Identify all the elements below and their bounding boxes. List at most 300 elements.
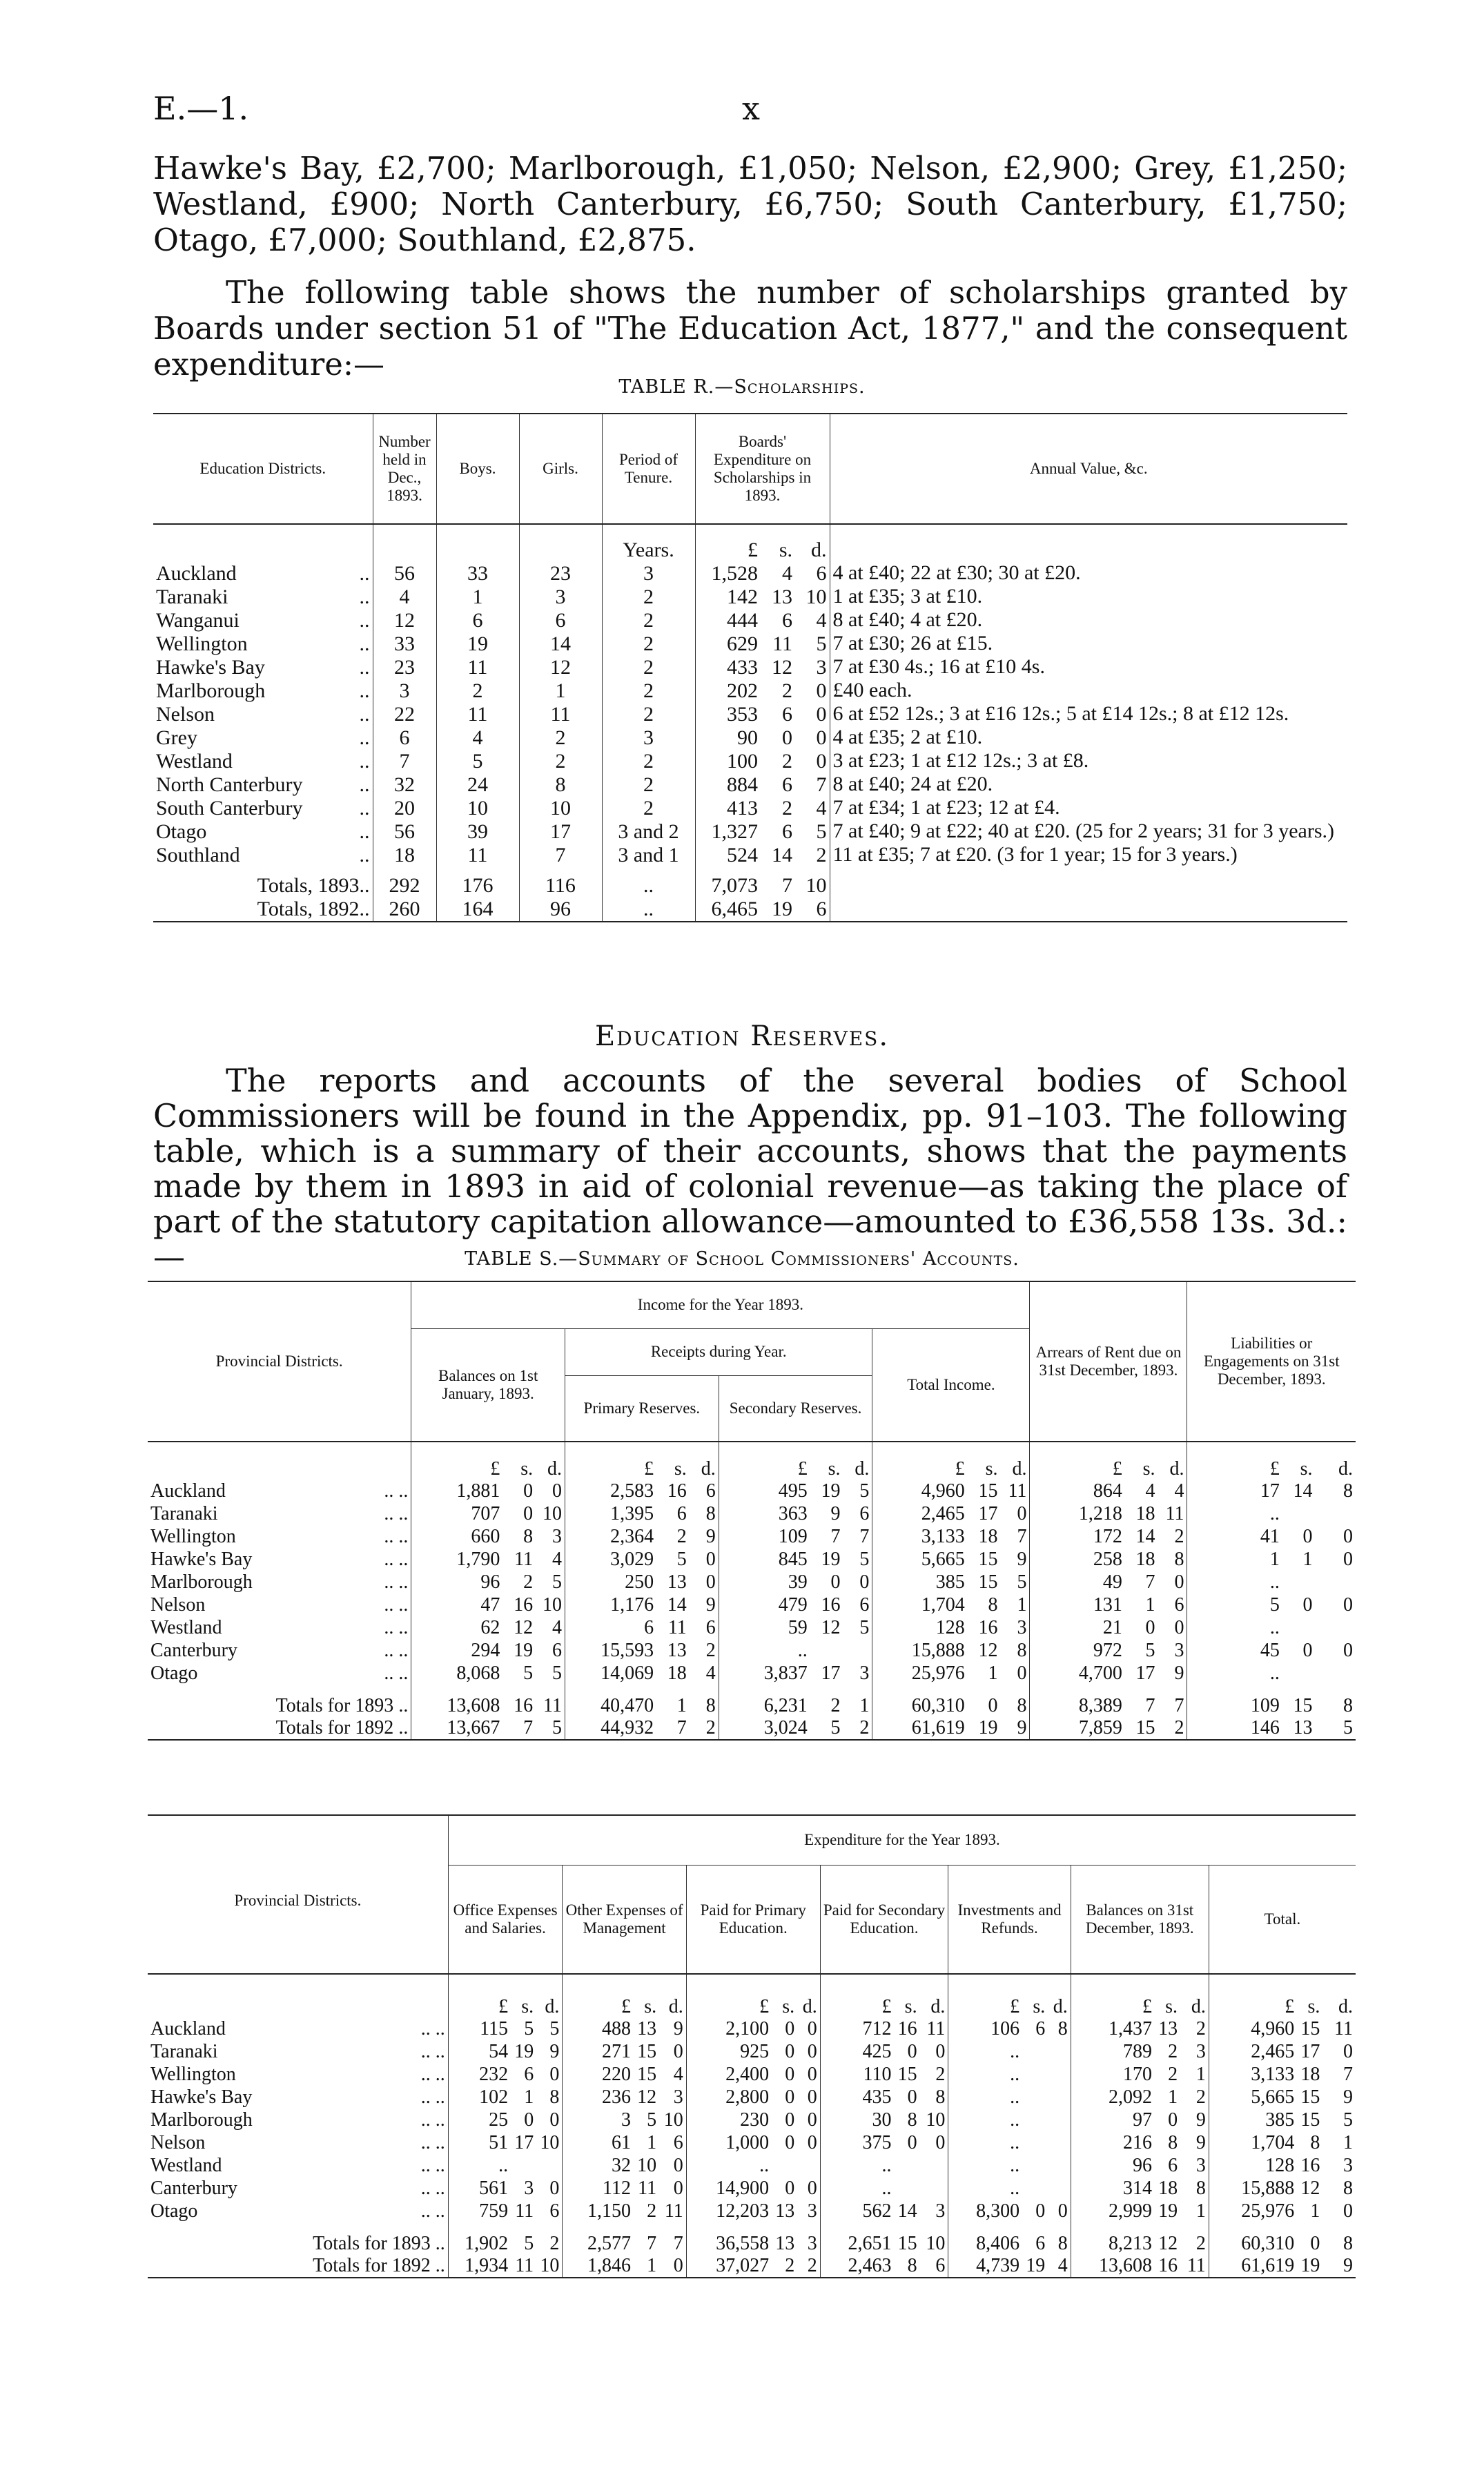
paid-primary-pounds: 37,027 [686,2255,772,2278]
col-header-expenditure: Boards' Expenditure on Scholarships in 1893. [695,414,830,524]
primary-pence: 4 [705,1663,716,1684]
balances-pence: 3 [552,1526,563,1547]
liabilities-pounds: 1 [1187,1549,1282,1571]
balances-dec-pounds: 96 [1071,2155,1155,2178]
arrears-pence: 0 [1174,1571,1184,1593]
office-pence: 0 [549,2064,560,2085]
paid-secondary-pence: 2 [935,2064,946,2085]
arrears-pounds: 864 [1030,1480,1125,1503]
balances-shillings: 0 [523,1480,534,1502]
primary-shillings: 2 [676,1526,687,1547]
secondary-pounds: 363 [719,1503,810,1526]
district-name: Canterbury [150,1640,237,1661]
secondary-pence: 5 [859,1549,870,1570]
unit-shillings: s. [985,1458,998,1480]
col-header-primary: Primary Reserves. [565,1375,719,1442]
totals-row [153,898,1347,922]
blank-cell [148,1974,448,2018]
unit-pence: d. [1053,1996,1068,2017]
shillings-cell: 11 [772,632,792,655]
total-pence: 0 [1343,2041,1353,2062]
pence-cell: 6 [816,562,827,585]
unit-pence: d. [1191,1996,1206,2017]
secondary-shillings: 19 [821,1549,841,1570]
office-shillings: 5 [524,2233,534,2254]
total-income-pounds: 128 [872,1617,968,1640]
district-cell [148,2086,448,2109]
arrears-pence: 3 [1174,1640,1184,1661]
district-cell [153,773,373,797]
other-shillings: 15 [637,2064,657,2085]
secondary-shillings: 2 [830,1695,841,1716]
other-shillings: 15 [637,2041,657,2062]
col-header-arrears: Arrears of Rent due on 31st December, 1893. [1030,1281,1187,1442]
scholarship-paragraph: The following table shows the number of scholarships granted by Boards under section 51 of "The Education Act, 1877," and the consequent expenditure:— [153,274,1347,382]
liabilities-shillings: 0 [1302,1526,1313,1547]
office-pounds: 25 [448,2109,511,2132]
unit-pence: d. [811,539,827,561]
balances-dec-shillings: 2 [1168,2064,1178,2085]
investments-pence [1048,2041,1071,2064]
table-row [148,2200,1356,2223]
district-cell [153,750,373,773]
paid-primary-pounds: .. [686,2155,772,2178]
table-row [153,632,1347,656]
table-row [148,1617,1356,1640]
pence-cell: 0 [816,726,827,749]
district-cell [148,2200,448,2223]
balances-dec-shillings: 12 [1158,2233,1178,2254]
total-income-shillings: 16 [978,1617,998,1638]
total-income-pounds: 60,310 [872,1685,968,1717]
district-cell [153,679,373,703]
liabilities-pence [1316,1571,1356,1594]
liabilities-pence [1316,1503,1356,1526]
girls-cell: 12 [519,656,602,679]
paid-primary-shillings: 13 [775,2233,795,2254]
secondary-pounds: 6,231 [719,1685,810,1717]
balances-pounds: 47 [411,1594,503,1617]
table-s-income [148,1281,1356,1741]
liabilities-pence: 5 [1343,1717,1353,1738]
arrears-pence: 9 [1174,1663,1184,1684]
arrears-pounds: 21 [1030,1617,1125,1640]
balances-pounds: 8,068 [411,1663,503,1685]
balances-dec-shillings: 6 [1168,2155,1178,2176]
paid-secondary-shillings [894,2178,919,2200]
district-cell [148,1617,411,1640]
district-name: Southland [156,844,240,866]
investments-shillings: 6 [1035,2233,1046,2254]
other-shillings: 12 [637,2086,657,2108]
pence-cell: 3 [816,656,827,679]
table-row [148,1549,1356,1571]
total-income-shillings: 8 [988,1594,998,1616]
period-cell: 2 [602,609,695,632]
col-header-total: Total. [1209,1865,1356,1974]
number-cell: 20 [373,797,436,820]
other-shillings: 1 [647,2132,657,2153]
table-row [148,2155,1356,2178]
col-header-district: Provincial Districts. [148,1281,411,1442]
paid-primary-shillings: 0 [785,2086,795,2108]
paid-primary-pounds: 925 [686,2041,772,2064]
shillings-cell: 2 [782,750,792,773]
total-pence: 9 [1343,2086,1353,2108]
table-row [153,585,1347,609]
liabilities-pounds: .. [1187,1503,1282,1526]
paid-secondary-pounds: 375 [820,2132,894,2155]
office-shillings: 17 [514,2132,534,2153]
investments-shillings [1022,2041,1048,2064]
office-pence: 2 [549,2233,560,2254]
totals-label: Totals for 1893 [313,2233,431,2254]
unit-shillings: s. [779,539,792,561]
col-header-balances-dec: Balances on 31st December, 1893. [1071,1865,1209,1974]
other-shillings: 10 [637,2155,657,2176]
table-s-title [0,1248,1484,1270]
total-income-pence: 7 [1017,1526,1027,1547]
other-pence: 3 [673,2086,683,2108]
district-name: Hawke's Bay [150,1549,253,1570]
annual-value-cell: 4 at £40; 22 at £30; 30 at £20. [830,562,1347,585]
unit-shillings: s. [520,1458,534,1480]
investments-shillings [1022,2064,1048,2086]
total-pounds: 60,310 [1209,2223,1297,2255]
office-pounds: .. [448,2155,511,2178]
shillings-cell: 0 [782,726,792,749]
unit-pounds: £ [411,1442,503,1480]
paid-secondary-shillings: 14 [897,2200,917,2222]
unit-shillings: s. [521,1996,534,2017]
col-header-district: Provincial Districts. [148,1815,448,1974]
balances-pence: 5 [552,1663,563,1684]
office-pence: 10 [540,2255,560,2276]
unit-shillings: s. [904,1996,917,2017]
liabilities-pounds: 5 [1187,1594,1282,1617]
girls-cell: 2 [519,750,602,773]
balances-dec-shillings: 13 [1158,2018,1178,2039]
secondary-pence: 7 [859,1526,870,1547]
liabilities-pounds: .. [1187,1617,1282,1640]
balances-dec-pence: 2 [1195,2086,1206,2108]
total-pence: 9 [1343,2255,1353,2276]
other-pounds: 32 [563,2155,634,2178]
unit-pounds: £ [719,1442,810,1480]
shillings-cell: 19 [772,898,792,920]
paid-secondary-pence: 0 [935,2132,946,2153]
number-cell: 32 [373,773,436,797]
col-header-investments: Investments and Refunds. [948,1865,1071,1974]
balances-dec-shillings: 0 [1168,2109,1178,2131]
balances-shillings: 5 [523,1663,534,1684]
paid-primary-shillings: 0 [785,2064,795,2085]
period-cell: 2 [602,585,695,609]
number-cell: 3 [373,679,436,703]
balances-dec-shillings: 2 [1168,2041,1178,2062]
district-cell [148,2041,448,2064]
balances-shillings: 16 [514,1695,534,1716]
district-name: Taranaki [150,2041,218,2062]
pounds-cell: 1,528 [695,562,761,585]
primary-shillings: 6 [676,1503,687,1524]
liabilities-pounds: 146 [1187,1717,1282,1740]
annual-value-cell: 8 at £40; 24 at £20. [830,773,1347,797]
totals-label: Totals for 1893 [275,1695,394,1716]
balances-dec-shillings: 19 [1158,2200,1178,2222]
paid-primary-pence: 0 [807,2018,817,2039]
pounds-cell: 353 [695,703,761,726]
secondary-pence: 6 [859,1503,870,1524]
boys-cell: 6 [436,609,519,632]
unit-shillings: s. [782,1996,795,2017]
leader-dots: .. .. [384,1663,409,1684]
girls-cell: 17 [519,820,602,844]
unit-shillings: s. [644,1996,657,2017]
district-cell [148,2132,448,2155]
annual-value-cell: 4 at £35; 2 at £10. [830,726,1347,750]
table-row [153,726,1347,750]
investments-shillings: 19 [1026,2255,1046,2276]
paid-secondary-pounds: 30 [820,2109,894,2132]
investments-shillings [1022,2155,1048,2178]
balances-pence: 5 [552,1571,563,1593]
district-name: Auckland [156,562,237,585]
pounds-cell: 142 [695,585,761,609]
intro-paragraph: Hawke's Bay, £2,700; Marlborough, £1,050; Nelson, £2,900; Grey, £1,250; Westland, £900; North Canterbury, £6,750; South Canterbury, £1,750; Otago, £7,000; Southland, £2,875. [153,150,1347,258]
totals-label: Totals, 1892 [257,898,360,920]
secondary-pounds: 109 [719,1526,810,1549]
office-shillings: 1 [524,2086,534,2108]
totals-label: Totals for 1892 [313,2255,431,2276]
unit-pounds: £ [820,1974,894,2018]
investments-pounds: .. [948,2178,1022,2200]
paid-primary-shillings: 0 [785,2041,795,2062]
other-pounds: 61 [563,2132,634,2155]
secondary-pence [843,1640,872,1663]
district-cell [148,1594,411,1617]
district-cell [153,656,373,679]
paid-primary-pence: 3 [807,2233,817,2254]
balances-pounds: 294 [411,1640,503,1663]
total-income-pence: 3 [1017,1617,1027,1638]
pounds-cell: 6,465 [695,898,761,922]
office-shillings: 3 [524,2178,534,2199]
boys-cell: 24 [436,773,519,797]
col-header-paid-secondary: Paid for Secondary Education. [820,1865,948,1974]
col-header-number: Number held in Dec., 1893. [373,414,436,524]
secondary-shillings: 19 [821,1480,841,1502]
arrears-pounds: 7,859 [1030,1717,1125,1740]
balances-dec-pence: 9 [1195,2109,1206,2131]
unit-pence: d. [1338,1996,1353,2017]
total-income-pence: 11 [1008,1480,1027,1502]
total-pounds: 385 [1209,2109,1297,2132]
totals-label-cell [148,2223,448,2255]
paid-primary-pence: 0 [807,2086,817,2108]
primary-shillings: 18 [667,1663,687,1684]
unit-pence: d. [1338,1458,1353,1480]
primary-pounds: 15,593 [565,1640,657,1663]
totals-row [148,1685,1356,1717]
total-income-pounds: 61,619 [872,1717,968,1740]
shillings-cell: 13 [772,585,792,608]
total-shillings: 16 [1300,2155,1320,2176]
pence-cell: 5 [816,820,827,843]
balances-pounds: 96 [411,1571,503,1594]
total-income-pounds: 2,465 [872,1503,968,1526]
paid-secondary-shillings: 15 [897,2233,917,2254]
balances-pounds: 707 [411,1503,503,1526]
pence-cell: 5 [816,632,827,655]
table-row [153,820,1347,844]
office-pounds: 51 [448,2132,511,2155]
office-pounds: 1,902 [448,2223,511,2255]
arrears-shillings: 7 [1145,1571,1155,1593]
unit-pence: d. [668,1996,683,2017]
leader-dots: .. [393,1695,409,1716]
secondary-pence: 0 [859,1571,870,1593]
balances-shillings: 11 [514,1549,534,1570]
col-header-paid-primary: Paid for Primary Education. [686,1865,820,1974]
office-shillings: 0 [524,2109,534,2131]
paid-primary-shillings: 0 [785,2018,795,2039]
balances-pence: 0 [552,1480,563,1502]
table-row [153,679,1347,703]
table-row [153,562,1347,585]
balances-dec-pence: 1 [1195,2064,1206,2085]
district-name: Wellington [156,632,248,655]
unit-pounds: £ [872,1442,968,1480]
balances-dec-pounds: 97 [1071,2109,1155,2132]
unit-shillings: s. [1142,1458,1155,1480]
table-row [148,2178,1356,2200]
boys-cell: 11 [436,703,519,726]
leader-dots: .. .. [420,2109,445,2131]
balances-dec-pounds: 2,092 [1071,2086,1155,2109]
totals-label: Totals, 1893 [257,874,360,897]
total-income-shillings: 1 [988,1663,998,1684]
total-pence: 5 [1343,2109,1353,2131]
total-pence: 3 [1343,2155,1353,2176]
arrears-shillings: 18 [1135,1549,1155,1570]
girls-cell: 11 [519,703,602,726]
arrears-shillings: 18 [1135,1503,1155,1524]
col-header-office: Office Expenses and Salaries. [448,1865,563,1974]
unit-pounds: £ [563,1974,634,2018]
liabilities-shillings [1282,1503,1316,1526]
annual-value-cell: 11 at £35; 7 at £20. (3 for 1 year; 15 for 3 years.) [830,844,1347,867]
liabilities-shillings: 0 [1302,1594,1313,1616]
annual-value-cell: 7 at £40; 9 at £22; 40 at £20. (25 for 2 years; 31 for 3 years.) [830,820,1347,844]
total-shillings: 12 [1300,2178,1320,2199]
other-pounds: 3 [563,2109,634,2132]
primary-pence: 2 [705,1640,716,1661]
arrears-pence: 11 [1165,1503,1184,1524]
primary-pence: 6 [705,1617,716,1638]
paid-primary-shillings: 13 [775,2200,795,2222]
secondary-pounds: .. [719,1640,810,1663]
balances-shillings: 16 [514,1594,534,1616]
primary-shillings: 14 [667,1594,687,1616]
district-cell [148,1571,411,1594]
other-pence: 0 [673,2178,683,2199]
office-pence: 5 [549,2018,560,2039]
balances-dec-pence: 8 [1195,2178,1206,2199]
other-pence: 0 [673,2155,683,2176]
page-code: E.—1. [153,90,249,127]
table-r [153,413,1347,922]
number-cell: 33 [373,632,436,656]
district-name: Otago [150,1663,198,1684]
total-shillings: 8 [1310,2132,1320,2153]
total-income-pounds: 5,665 [872,1549,968,1571]
total-pence: 8 [1343,2233,1353,2254]
balances-pence: 4 [552,1549,563,1570]
annual-value-cell: 7 at £30 4s.; 16 at £10 4s. [830,656,1347,679]
total-pence: 0 [1343,2200,1353,2222]
boys-cell: 5 [436,750,519,773]
totals-label-cell [148,1717,411,1740]
other-pounds: 488 [563,2018,634,2041]
balances-pence: 10 [543,1594,563,1616]
other-pounds: 220 [563,2064,634,2086]
secondary-shillings: 0 [830,1571,841,1593]
boys-cell: 164 [436,898,519,922]
total-income-shillings: 12 [978,1640,998,1661]
total-income-pounds: 1,704 [872,1594,968,1617]
other-pence: 10 [663,2109,683,2131]
office-shillings: 19 [514,2041,534,2062]
leader-dots: .. .. [384,1640,409,1661]
total-pounds: 2,465 [1209,2041,1297,2064]
leader-dots: .. [359,679,370,702]
investments-shillings [1022,2086,1048,2109]
totals-row [153,867,1347,898]
leader-dots: .. [393,1717,409,1738]
expenditure-group-header: Expenditure for the Year 1893. [448,1815,1356,1865]
col-header-girls: Girls. [519,414,602,524]
investments-pence [1048,2086,1071,2109]
table-row [153,703,1347,726]
investments-shillings [1022,2109,1048,2132]
boys-cell: 10 [436,797,519,820]
secondary-shillings [810,1640,843,1663]
district-name: South Canterbury [156,797,303,820]
district-cell [153,585,373,609]
balances-dec-pounds: 216 [1071,2132,1155,2155]
balances-dec-pence: 2 [1195,2018,1206,2039]
primary-pence: 9 [705,1594,716,1616]
other-pence: 0 [673,2041,683,2062]
table-row [153,656,1347,679]
total-income-pounds: 385 [872,1571,968,1594]
table-s-expenditure [148,1814,1356,2278]
table-row [148,1571,1356,1594]
number-cell: 22 [373,703,436,726]
paid-primary-pounds: 1,000 [686,2132,772,2155]
unit-pounds: £ [695,524,761,562]
pounds-cell: 1,327 [695,820,761,844]
unit-pounds: £ [1187,1442,1282,1480]
annual-value-cell: 3 at £23; 1 at £12 12s.; 3 at £8. [830,750,1347,773]
pence-cell: 4 [816,797,827,820]
total-income-pence: 5 [1017,1571,1027,1593]
paid-primary-pence: 0 [807,2041,817,2062]
balances-shillings: 0 [523,1503,534,1524]
paid-secondary-pence: 6 [935,2255,946,2276]
paid-primary-pounds: 2,400 [686,2064,772,2086]
